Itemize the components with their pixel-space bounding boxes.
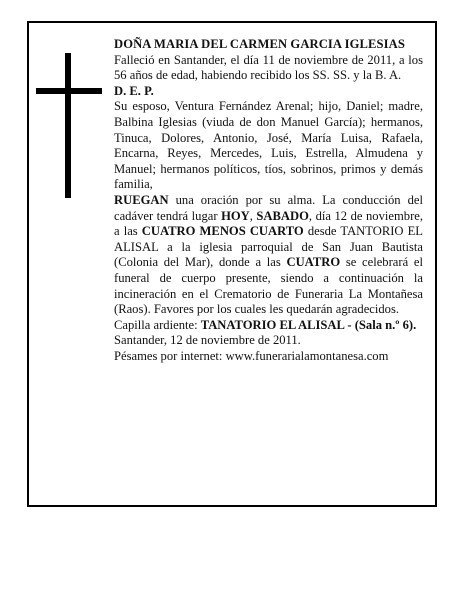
request-text-1: una oración por su alma. La conducción del cadáver tendrá lugar	[114, 192, 423, 223]
procession-time: CUATRO MENOS CUARTO	[141, 224, 304, 239]
request-text-5: se celebrará el funeral de cuerpo presente, siendo a continuación la incineración en el Crematorio de Funeraria La Montañesa (Raos). Favores por los cuales les quedarán agradecidos.	[114, 255, 423, 317]
deceased-name: DOÑA MARIA DEL CARMEN GARCIA IGLESIAS	[114, 37, 405, 51]
hoy-word: HOY	[221, 208, 250, 223]
condolences-line: Pésames por internet: www.funerarialamontanesa.com	[114, 348, 389, 363]
cross-icon	[36, 53, 102, 198]
dep-abbreviation: D. E. P.	[114, 83, 154, 98]
chapel-info	[114, 318, 423, 334]
ruegan-word: RUEGAN	[114, 192, 169, 207]
funeral-time: CUATRO	[286, 255, 341, 270]
funeral-request	[114, 193, 423, 318]
chapel-label: Capilla ardiente:	[114, 317, 201, 332]
chapel-place: TANATORIO EL ALISAL - (Sala n.º 6).	[200, 317, 417, 332]
obituary-text	[114, 37, 423, 364]
request-text-3: , día 12 de noviembre, a las	[114, 208, 424, 239]
family-list: Su esposo, Ventura Fernández Arenal; hijo, Daniel; madre, Balbina Iglesias (viuda de don Manuel García); hermanos, Tinuca, Dolores, Antonio, José, María Luisa, Rafaela, Encarna, Reyes, Mercedes, Luis, Estrella, Almudena y Manuel; hermanos políticos, tíos, sobrinos, primos y demás familia,	[114, 99, 423, 192]
sabado-word: SABADO	[256, 208, 309, 223]
request-text-4: desde TANTORIO EL ALISAL a la iglesia parroquial de San Juan Bautista (Colonia del Mar), donde a las	[114, 224, 423, 270]
death-info: Falleció en Santander, el día 11 de noviembre de 2011, a los 56 años de edad, habiendo recibido los SS. SS. y la B. A.	[114, 52, 423, 83]
cross-horizontal-bar	[36, 88, 102, 94]
place-date: Santander, 12 de noviembre de 2011.	[114, 333, 301, 348]
cross-vertical-bar	[65, 53, 71, 198]
request-text-2: ,	[249, 208, 257, 223]
